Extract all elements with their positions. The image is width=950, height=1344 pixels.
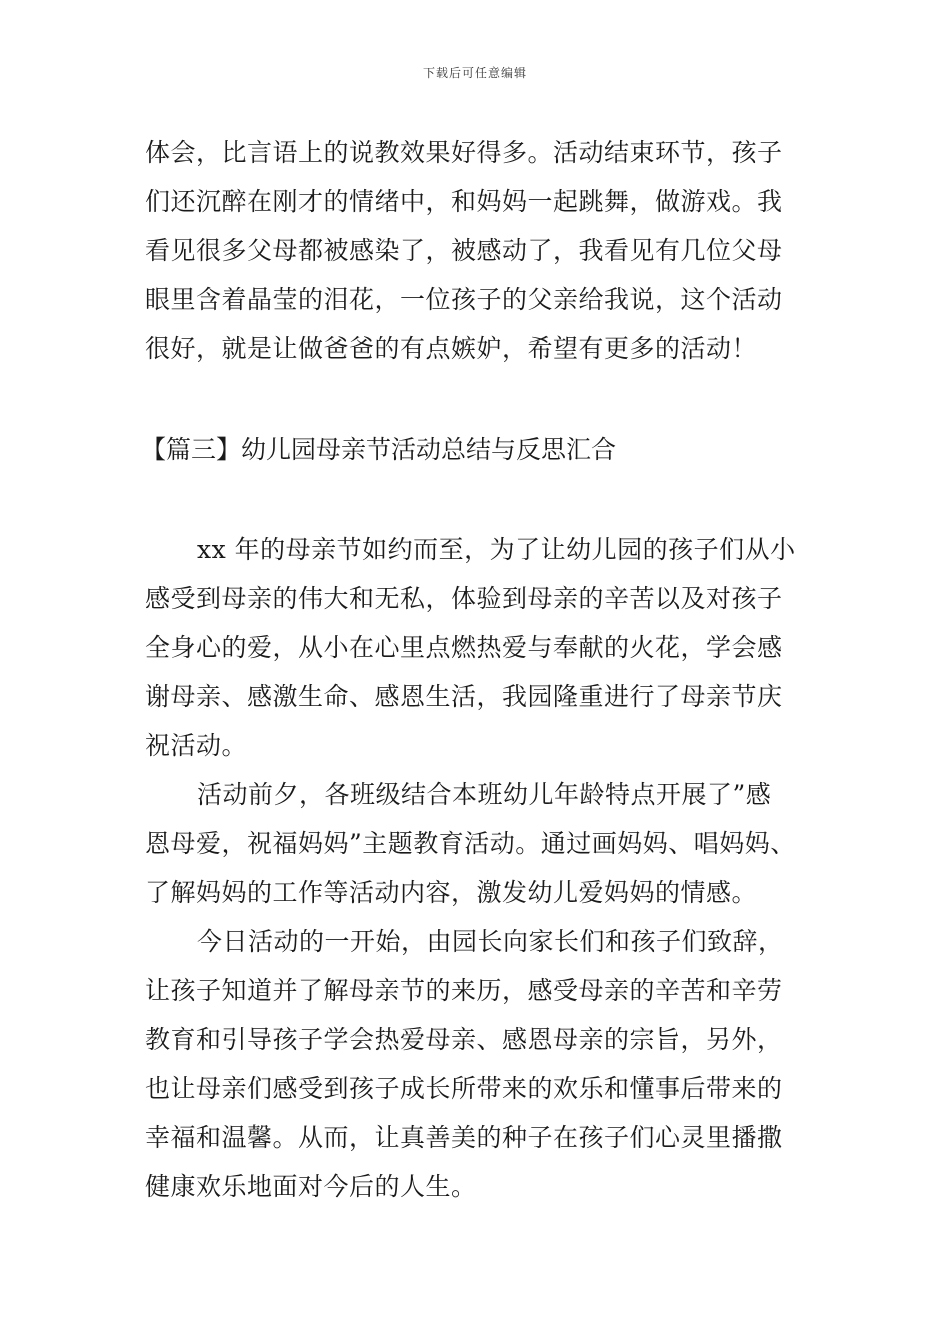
text-line: xx 年的母亲节如约而至，为了让幼儿园的孩子们从小 xyxy=(197,535,796,564)
section-heading: 【篇三】幼儿园母亲节活动总结与反思汇合 xyxy=(141,435,617,464)
text-line: 很好，就是让做爸爸的有点嫉妒，希望有更多的活动！ xyxy=(145,334,758,363)
text-line: 祝活动。 xyxy=(145,731,248,760)
page-header: 下载后可任意编辑 xyxy=(422,66,527,80)
paragraph-eve xyxy=(145,770,825,917)
paragraph-opening xyxy=(145,917,825,1211)
spacer xyxy=(145,373,825,425)
text-line: 体会，比言语上的说教效果好得多。活动结束环节，孩子 xyxy=(145,138,783,167)
text-line: 活动前夕，各班级结合本班幼儿年龄特点开展了”感 xyxy=(197,780,772,809)
text-line: 们还沉醉在刚才的情绪中，和妈妈一起跳舞，做游戏。我 xyxy=(145,187,783,216)
text-line: 恩母爱，祝福妈妈”主题教育活动。通过画妈妈、唱妈妈、 xyxy=(145,829,796,858)
text-line: 让孩子知道并了解母亲节的来历，感受母亲的辛苦和辛劳 xyxy=(145,976,783,1005)
text-line: 感受到母亲的伟大和无私，体验到母亲的辛苦以及对孩子 xyxy=(145,584,783,613)
document-body xyxy=(141,128,825,1211)
text-line: 眼里含着晶莹的泪花，一位孩子的父亲给我说，这个活动 xyxy=(145,285,783,314)
text-line: 看见很多父母都被感染了，被感动了，我看见有几位父母 xyxy=(145,236,783,265)
text-line: 今日活动的一开始，由园长向家长们和孩子们致辞， xyxy=(197,927,784,956)
paragraph-continuation xyxy=(145,128,825,373)
text-line: 幸福和温馨。从而，让真善美的种子在孩子们心灵里播撒 xyxy=(145,1123,783,1152)
paragraph-intro xyxy=(145,525,825,770)
text-line: 也让母亲们感受到孩子成长所带来的欢乐和懂事后带来的 xyxy=(145,1074,783,1103)
text-line: 健康欢乐地面对今后的人生。 xyxy=(145,1172,477,1201)
text-line: 了解妈妈的工作等活动内容，激发幼儿爱妈妈的情感。 xyxy=(145,878,758,907)
text-line: 教育和引导孩子学会热爱母亲、感恩母亲的宗旨，另外， xyxy=(145,1025,783,1054)
spacer xyxy=(145,474,825,525)
text-line: 谢母亲、感激生命、感恩生活，我园隆重进行了母亲节庆 xyxy=(145,682,783,711)
text-line: 全身心的爱，从小在心里点燃热爱与奉献的火花，学会感 xyxy=(145,633,783,662)
